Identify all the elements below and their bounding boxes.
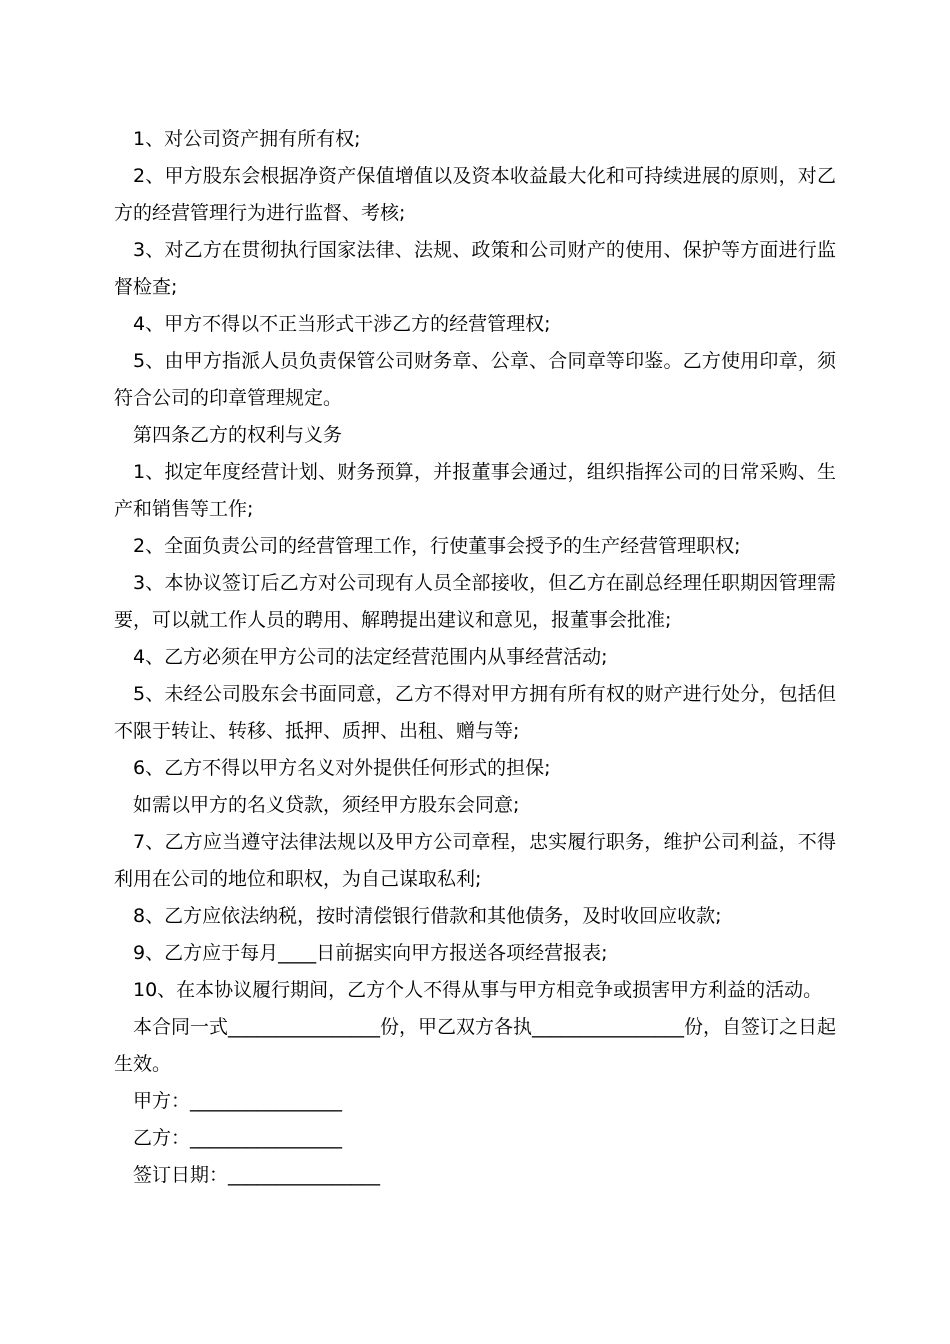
clause-party-b-6-note: 如需以甲方的名义贷款，须经甲方股东会同意; (133, 794, 520, 816)
clause-party-a-2: 2、甲方股东会根据净资产保值增值以及资本收益最大化和可持续进展的原则，对乙方的经营管理行为进行监督、考核; (114, 165, 836, 224)
signature-party-a: 甲方：________________ (133, 1090, 343, 1112)
clause-party-b-7: 7、乙方应当遵守法律法规以及甲方公司章程，忠实履行职务，维护公司利益，不得利用在公司的地位和职权，为自己谋取私利; (114, 831, 836, 890)
clause-party-b-9: 9、乙方应于每月____日前据实向甲方报送各项经营报表; (133, 942, 608, 964)
clause-party-a-1: 1、对公司资产拥有所有权; (133, 128, 361, 150)
clause-party-b-2: 2、全面负责公司的经营管理工作，行使董事会授予的生产经营管理职权; (133, 535, 741, 557)
clause-party-a-4: 4、甲方不得以不正当形式干涉乙方的经营管理权; (133, 313, 551, 335)
clause-party-a-3: 3、对乙方在贯彻执行国家法律、法规、政策和公司财产的使用、保护等方面进行监督检查; (114, 239, 836, 298)
signing-date: 签订日期：________________ (133, 1164, 381, 1186)
clause-party-b-1: 1、拟定年度经营计划、财务预算，并报董事会通过，组织指挥公司的日常采购、生产和销售等工作; (114, 461, 836, 520)
copies-clause: 本合同一式________________份，甲乙双方各执________________份，自签订之日起生效。 (114, 1016, 837, 1075)
signature-party-b: 乙方：________________ (133, 1127, 343, 1149)
clause-party-b-10: 10、在本协议履行期间，乙方个人不得从事与甲方相竞争或损害甲方利益的活动。 (133, 979, 823, 1001)
clause-party-b-6: 6、乙方不得以甲方名义对外提供任何形式的担保; (133, 757, 551, 779)
clause-party-b-3: 3、本协议签订后乙方对公司现有人员全部接收，但乙方在副总经理任职期因管理需要，可以就工作人员的聘用、解聘提出建议和意见，报董事会批准; (114, 572, 836, 631)
clause-party-b-4: 4、乙方必须在甲方公司的法定经营范围内从事经营活动; (133, 646, 608, 668)
clause-party-b-5: 5、未经公司股东会书面同意，乙方不得对甲方拥有所有权的财产进行处分，包括但不限于转让、转移、抵押、质押、出租、赠与等; (114, 683, 836, 742)
section-heading-article-4: 第四条乙方的权利与义务 (133, 424, 343, 446)
clause-party-a-5: 5、由甲方指派人员负责保管公司财务章、公章、合同章等印鉴。乙方使用印章，须符合公司的印章管理规定。 (114, 350, 836, 409)
clause-party-b-8: 8、乙方应依法纳税，按时清偿银行借款和其他债务，及时收回应收款; (133, 905, 722, 927)
